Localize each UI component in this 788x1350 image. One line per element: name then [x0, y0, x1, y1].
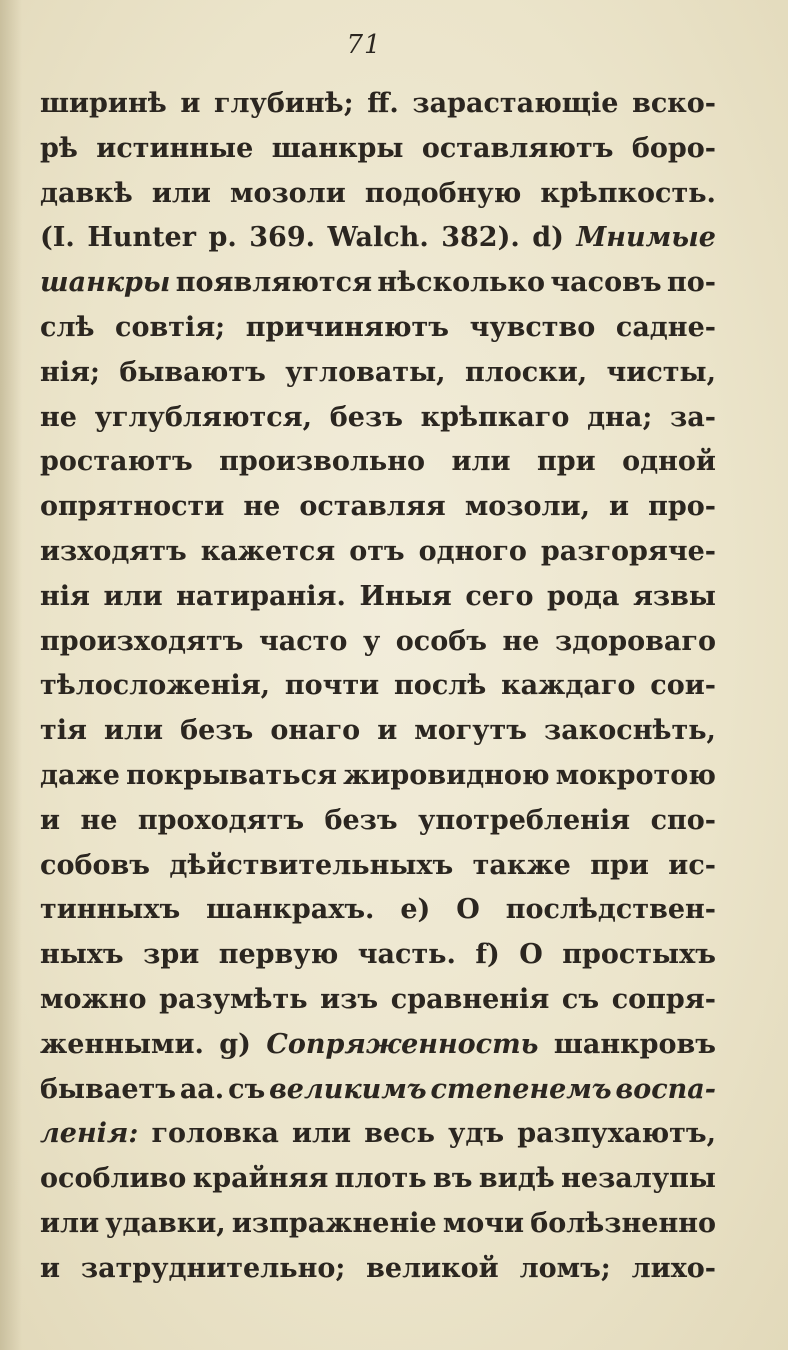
word: одного [418, 535, 527, 567]
text-line [40, 82, 716, 127]
word: ис- [668, 849, 716, 881]
word: незалупы [561, 1163, 716, 1195]
text-line [40, 440, 716, 485]
word: произвольно [219, 446, 425, 478]
word: здороваго [555, 625, 716, 657]
text-line [40, 1023, 716, 1068]
word: шанкры [40, 267, 171, 299]
word: тинныхъ [40, 894, 181, 926]
word: мочи [442, 1207, 525, 1239]
word: безъ [180, 715, 254, 747]
word: не [80, 804, 118, 836]
word: мозоли, [464, 491, 590, 523]
word: кажется [200, 535, 336, 567]
word: часть. [357, 939, 456, 971]
word: d) [532, 222, 564, 254]
word: Hunter [87, 222, 196, 254]
word: мокротою [555, 759, 716, 791]
word: первую [218, 939, 339, 971]
word: особъ [395, 625, 487, 657]
word: язвы [632, 580, 716, 612]
word: удавки, [105, 1207, 226, 1239]
word: часовъ [550, 267, 662, 299]
word: боро- [631, 132, 716, 164]
word: послѣдствен- [505, 894, 716, 926]
word: затруднительно; [80, 1252, 346, 1284]
word: почти [284, 670, 380, 702]
text-line [40, 799, 716, 844]
word: и [609, 491, 630, 523]
word: и [377, 715, 398, 747]
word: крѣпкость. [540, 177, 716, 209]
word: сопря- [611, 983, 716, 1015]
word: нія; [40, 356, 100, 388]
text-line [40, 933, 716, 978]
text-line [40, 127, 716, 172]
text-line [40, 978, 716, 1023]
word: (I. [40, 222, 75, 254]
word: не [40, 401, 77, 433]
word: болѣзненно [530, 1207, 716, 1239]
word: оставляютъ [421, 132, 614, 164]
word: или [40, 1207, 100, 1239]
word: проходятъ [137, 804, 305, 836]
word: ломъ; [519, 1252, 611, 1284]
word: аа. [179, 1073, 225, 1105]
word: подобную [364, 177, 522, 209]
word: головка [151, 1118, 279, 1150]
word: могутъ [414, 715, 527, 747]
word: при [537, 446, 596, 478]
word: ширинѣ [40, 88, 167, 119]
word: плоть [334, 1163, 427, 1195]
word: женными. [40, 1028, 204, 1060]
word: даже [40, 759, 120, 791]
word: оставляя [299, 491, 446, 523]
word: и [180, 88, 201, 119]
word: шанкрахъ. [206, 894, 375, 926]
text-line [40, 396, 716, 441]
word: можно [40, 983, 147, 1015]
word: крайняя [192, 1163, 329, 1195]
word: и [40, 804, 61, 836]
word: дѣйствительныхъ [169, 849, 454, 881]
word: f) [475, 939, 500, 971]
word: жировидною [343, 759, 550, 791]
word: натиранія. [176, 580, 346, 612]
word: рода [547, 580, 620, 612]
word: степенемъ [430, 1073, 612, 1105]
word: 369. [249, 222, 316, 254]
word: изходятъ [40, 535, 187, 567]
text-line [40, 709, 716, 754]
word: простыхъ [562, 939, 716, 971]
word: зарастающіе [412, 88, 619, 119]
word: при [590, 849, 649, 881]
word: изпражненіе [231, 1207, 437, 1239]
word: закоснѣть, [544, 715, 716, 747]
word: ростаютъ [40, 446, 193, 478]
word: удъ [448, 1118, 505, 1150]
word: часто [258, 625, 348, 657]
word: произходятъ [40, 625, 244, 657]
word: шанкровъ [553, 1028, 716, 1060]
word: разпухаютъ, [517, 1118, 716, 1150]
word: садне- [615, 311, 716, 343]
word: вско- [632, 88, 716, 119]
word: онаго [270, 715, 361, 747]
word: у [362, 625, 381, 657]
gutter-shadow [0, 0, 22, 1350]
word: сои- [650, 670, 716, 702]
text-line [40, 485, 716, 530]
word: зри [143, 939, 200, 971]
word: сравненія [390, 983, 550, 1015]
word: великимъ [269, 1073, 427, 1105]
word: видѣ [478, 1163, 555, 1195]
word: плоски, [464, 356, 588, 388]
word: углубляются, [94, 401, 313, 433]
word: угловаты, [285, 356, 446, 388]
word: безъ [324, 804, 398, 836]
word: истинные [96, 132, 254, 164]
word: Сопряженность [266, 1028, 539, 1060]
word: или [291, 1118, 352, 1150]
word: рѣ [40, 132, 78, 164]
word: ныхъ [40, 939, 124, 971]
word: Мнимые [576, 222, 716, 254]
word: ff. [367, 88, 399, 119]
text-line [40, 1157, 716, 1202]
word: или [103, 580, 163, 612]
word: шанкры [271, 132, 404, 164]
word: нія [40, 580, 90, 612]
text-line [40, 172, 716, 217]
word: e) [400, 894, 431, 926]
text-line [40, 754, 716, 799]
word: или [151, 177, 211, 209]
text-line [40, 1202, 716, 1247]
word: одной [622, 446, 716, 478]
word: О [519, 939, 543, 971]
word: мозоли [229, 177, 346, 209]
word: крѣпкаго [420, 401, 570, 433]
word: глубинѣ; [213, 88, 354, 119]
word: Walch. [327, 222, 429, 254]
word: каждаго [501, 670, 636, 702]
word: за- [670, 401, 716, 433]
text-line [40, 1112, 716, 1157]
text-line [40, 351, 716, 396]
word: великой [366, 1252, 499, 1284]
text-line [40, 306, 716, 351]
word: безъ [329, 401, 403, 433]
word: p. [208, 222, 237, 254]
word: также [472, 849, 571, 881]
word: и [40, 1252, 61, 1284]
word: покрываться [126, 759, 337, 791]
text-line [40, 888, 716, 933]
word: особливо [40, 1163, 187, 1195]
text-line [40, 844, 716, 889]
word: послѣ [394, 670, 487, 702]
word: весь [364, 1118, 435, 1150]
page-number: 71 [346, 30, 382, 60]
word: опрятности [40, 491, 225, 523]
word: совтія; [115, 311, 226, 343]
word: слѣ [40, 311, 95, 343]
word: употребленія [418, 804, 631, 836]
word: воспа- [615, 1073, 716, 1105]
word: про- [648, 491, 716, 523]
word: чувство [469, 311, 596, 343]
word: отъ [349, 535, 405, 567]
word: изъ [320, 983, 379, 1015]
word: или [451, 446, 511, 478]
word: появляются [175, 267, 373, 299]
text-line [40, 620, 716, 665]
text-line [40, 261, 716, 306]
word: О [456, 894, 480, 926]
word: разумѣть [159, 983, 308, 1015]
word: съ [228, 1073, 266, 1105]
word: бываетъ [40, 1073, 176, 1105]
word: тія [40, 715, 87, 747]
word: давкѣ [40, 177, 133, 209]
word: нѣсколько [377, 267, 545, 299]
text-line [40, 530, 716, 575]
word: разгоряче- [540, 535, 716, 567]
word: тѣлосложенія, [40, 670, 271, 702]
word: ленія: [40, 1118, 139, 1150]
word: съ [561, 983, 600, 1015]
text-line [40, 1068, 716, 1113]
word: 382). [441, 222, 520, 254]
word: сего [465, 580, 534, 612]
word: или [103, 715, 164, 747]
word: въ [433, 1163, 473, 1195]
word: Иныя [359, 580, 452, 612]
word: чисты, [606, 356, 716, 388]
text-line [40, 575, 716, 620]
word: спо- [650, 804, 716, 836]
text-line [40, 1247, 716, 1292]
word: собовъ [40, 849, 150, 881]
word: по- [666, 267, 716, 299]
word: не [502, 625, 540, 657]
word: не [243, 491, 281, 523]
text-line [40, 216, 716, 261]
word: бываютъ [119, 356, 266, 388]
body-text [40, 82, 716, 1292]
word: дна; [587, 401, 653, 433]
word: g) [219, 1028, 251, 1060]
text-line [40, 664, 716, 709]
word: причиняютъ [245, 311, 449, 343]
word: лихо- [631, 1252, 716, 1284]
